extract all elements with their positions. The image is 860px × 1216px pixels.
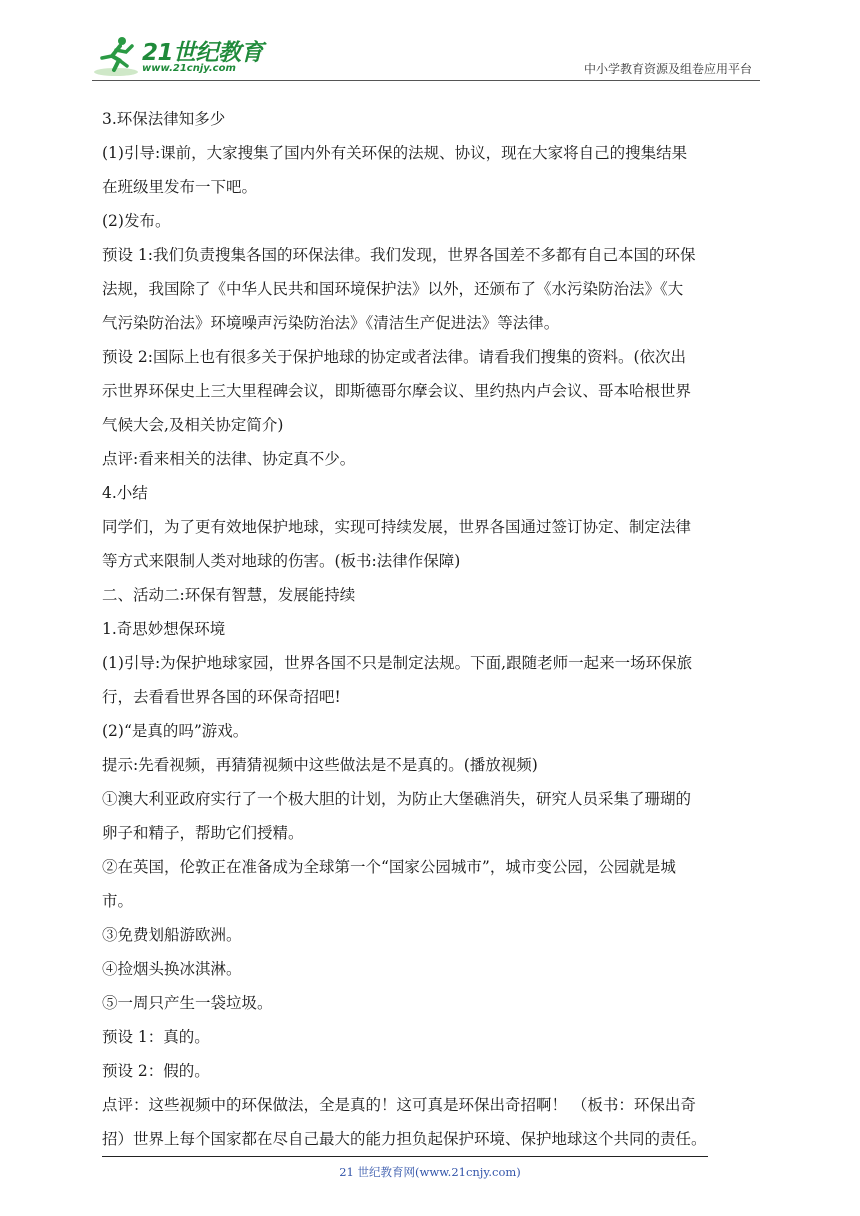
text-line: 预设 2：假的。	[102, 1062, 210, 1080]
header-divider	[92, 80, 760, 81]
text-line: ⑤一周只产生一袋垃圾。	[102, 994, 273, 1012]
text-line: ①澳大利亚政府实行了一个极大胆的计划，为防止大堡礁消失，研究人员采集了珊瑚的	[102, 790, 692, 808]
text-line: (2)发布。	[102, 212, 171, 230]
text-line: ④捡烟头换冰淇淋。	[102, 960, 242, 978]
text-line: 点评:看来相关的法律、协定真不少。	[102, 450, 356, 468]
text-line: 二、活动二:环保有智慧，发展能持续	[102, 586, 356, 604]
text-line: 气污染防治法》环境噪声污染防治法》《清洁生产促进法》等法律。	[102, 314, 560, 332]
site-logo	[92, 34, 267, 80]
page-header	[0, 0, 860, 90]
text-line: 同学们，为了更有效地保护地球，实现可持续发展，世界各国通过签订协定、制定法律	[102, 518, 692, 536]
text-line: 提示:先看视频，再猜猜视频中这些做法是不是真的。(播放视频)	[102, 756, 538, 774]
text-line: 卵子和精子，帮助它们授精。	[102, 824, 304, 842]
text-line: 4.小结	[102, 484, 148, 502]
body-text	[102, 102, 762, 1156]
text-line: 预设 1:我们负责搜集各国的环保法律。我们发现，世界各国差不多都有自己本国的环保	[102, 246, 696, 264]
logo-url: www.21cnjy.com	[142, 63, 236, 74]
text-line: (1)引导:课前，大家搜集了国内外有关环保的法规、协议，现在大家将自己的搜集结果	[102, 144, 688, 162]
text-line: 行，去看看世界各国的环保奇招吧!	[102, 688, 341, 706]
text-line: 1.奇思妙想保环境	[102, 620, 226, 638]
text-line: 法规，我国除了《中华人民共和国环境保护法》以外，还颁布了《水污染防治法》《大	[102, 280, 684, 298]
text-line: (1)引导:为保护地球家园，世界各国不只是制定法规。下面,跟随老师一起来一场环保旅	[102, 654, 693, 672]
text-line: 预设 2:国际上也有很多关于保护地球的协定或者法律。请看我们搜集的资料。(依次出	[102, 348, 687, 366]
text-line: 预设 1：真的。	[102, 1028, 210, 1046]
page-footer: 21 世纪教育网(www.21cnjy.com)	[339, 1165, 521, 1179]
text-line: 等方式来限制人类对地球的伤害。(板书:法律作保障)	[102, 552, 461, 570]
text-line: ②在英国，伦敦正在准备成为全球第一个“国家公园城市”，城市变公园，公园就是城	[102, 858, 676, 876]
text-line: 市。	[102, 892, 134, 910]
text-line: (2)“是真的吗”游戏。	[102, 722, 249, 740]
logo-text: 21世纪教育	[142, 40, 264, 66]
footer-divider	[102, 1156, 708, 1157]
runner-logo-icon	[92, 34, 142, 80]
header-tagline: 中小学教育资源及组卷应用平台	[583, 62, 752, 76]
text-line: 气候大会,及相关协定简介)	[102, 416, 284, 434]
text-line: 3.环保法律知多少	[102, 110, 226, 128]
text-line: ③免费划船游欧洲。	[102, 926, 242, 944]
text-line: 点评：这些视频中的环保做法，全是真的！这可真是环保出奇招啊！ （板书：环保出奇	[102, 1096, 696, 1114]
text-line: 在班级里发布一下吧。	[102, 178, 258, 196]
text-line: 招）世界上每个国家都在尽自己最大的能力担负起保护环境、保护地球这个共同的责任。	[102, 1130, 707, 1148]
document-body	[102, 102, 762, 1156]
text-line: 示世界环保史上三大里程碑会议，即斯德哥尔摩会议、里约热内卢会议、哥本哈根世界	[102, 382, 692, 400]
